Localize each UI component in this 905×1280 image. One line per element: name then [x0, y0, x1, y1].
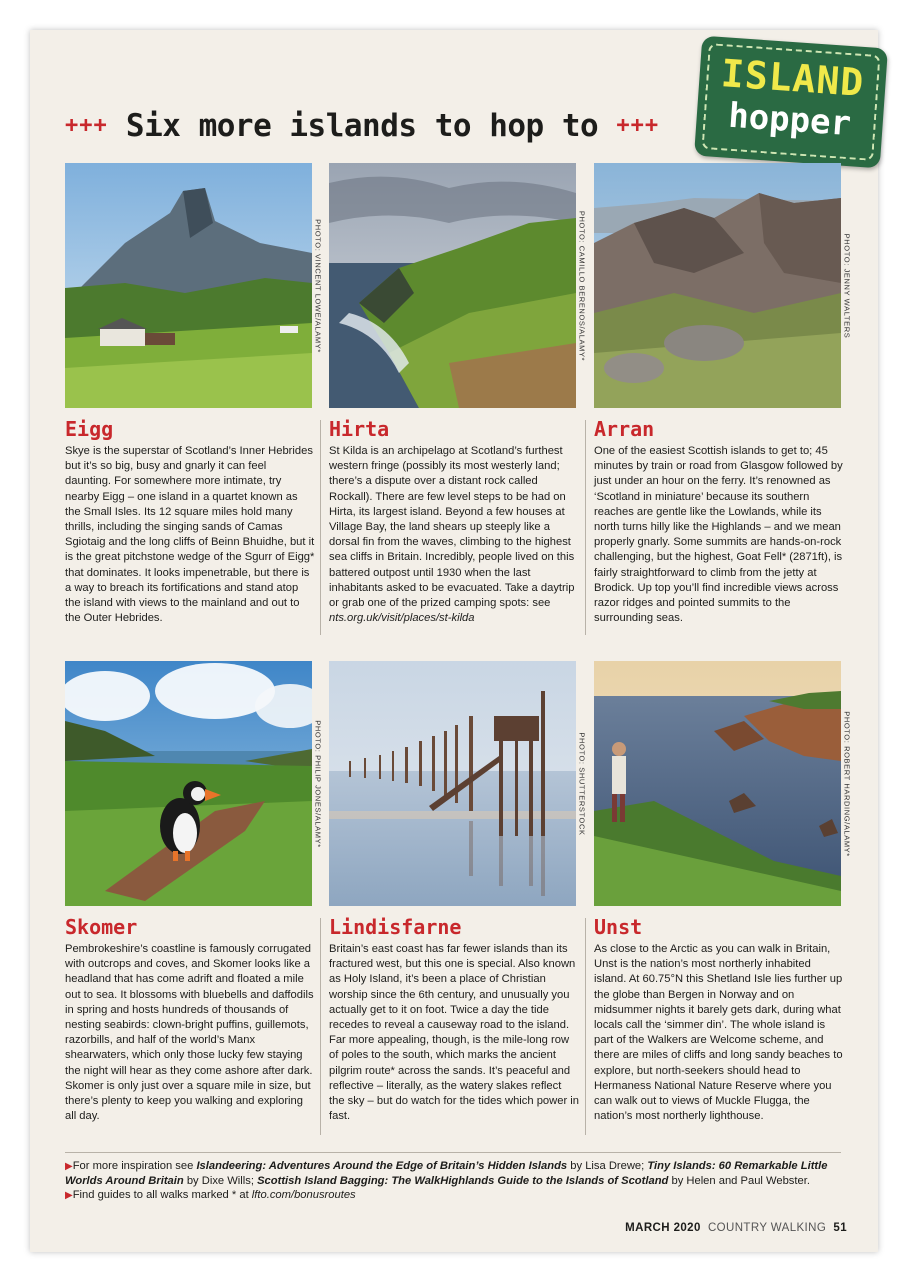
arran-photo — [594, 163, 841, 408]
arran-body: One of the easiest Scottish islands to get to; 45 minutes by train or road from Glasgow followed by just under an hour on the ferry. It’s renowned as ‘Scotland in miniature’ because its southern reaches are gentle like the Lowlands, while its north turns hilly like the Highlands – and we mean properly gnarly. Some summits are hands-on-rock challenging, but the highest, Goat Fell* (2871ft), is fairly straightforward to climb from the jetty at Brodick. Up top you’ll find incredible views across razor ridges and pointed summits to the surrounding seas. — [594, 445, 843, 625]
arran-heading: Arran — [594, 417, 655, 441]
bullet-triangle-icon: ▶ — [65, 1190, 73, 1201]
skomer-heading: Skomer — [65, 915, 138, 939]
unst-heading: Unst — [594, 915, 643, 939]
hirta-photo — [329, 163, 576, 408]
arran-article — [594, 418, 844, 626]
eigg-article — [65, 418, 315, 626]
hirta-body: St Kilda is an archipelago at Scotland’s furthest western fringe (possibly its most westerly land; there’s a dispute over a distant rock called Rockall). There are few level steps to be had on Hirta, its largest island. Beyond a few houses at Village Bay, the land shears up steeply like a dorsal fin from the waves, climbing to the highest sea cliffs in Britain. Incredibly, people lived on this battered outpost until 1930 when the last inhabitants asked to be evacuated. Take a daytrip or grab one of the prized camping spots: see nts.org.uk/visit/places/st-kilda — [329, 445, 575, 625]
lindisfarne-heading: Lindisfarne — [329, 915, 462, 939]
page-folio: MARCH 2020 COUNTRY WALKING 51 — [625, 1222, 847, 1234]
eigg-photo-credit: PHOTO: VINCENT LOWE/ALAMY* — [313, 218, 323, 353]
bonus-routes-note: ▶Find guides to all walks marked * at lfto.com/bonusroutes — [65, 1189, 356, 1201]
book-title: Tiny Islands: 60 Remarkable Little Worlds Around Britain — [65, 1160, 828, 1187]
column-divider — [320, 918, 321, 1135]
skomer-article — [65, 916, 315, 1124]
lindisfarne-photo-credit: PHOTO: SHUTTERSTOCK — [577, 731, 587, 836]
badge-bottom-text: hopper — [727, 95, 853, 145]
column-divider — [585, 420, 586, 635]
page-number: 51 — [833, 1222, 847, 1234]
island-hopper-badge — [694, 36, 888, 169]
skomer-body: Pembrokeshire’s coastline is famously corrugated with outcrops and coves, and Skomer looks like a headland that has come adrift and floated a mile out to sea. It blossoms with bluebells and daffodils in spring and hosts hundreds of thousands of nesting seabirds: clown-bright puffins, guillemots, razorbills, and half of the world’s Manx shearwaters, which only those lucky few staying the night will hear as they come ashore after dark. Skomer is only just over a square mile in size, but there’s plenty to keep you walking and exploring all day. — [65, 943, 314, 1123]
lindisfarne-body: Britain’s east coast has far fewer islands than its fractured west, but this one is special. Also known as Holy Island, it’s been a place of Christian worship since the 6th century, and unusually you actually get to it on foot. Twice a day the tide recedes to reveal a causeway road to the island. Far more appealing, though, is the mile-long row of poles to the south, which marks the ancient pilgrim route* across the sands. It’s peaceful and reflective – literally, as the watery slakes reflect the sky – but do watch for the tides which power in fast. — [329, 943, 579, 1123]
page-title — [65, 108, 659, 144]
footer-divider — [65, 1152, 841, 1153]
title-crosses-left: +++ — [65, 113, 108, 138]
lindisfarne-photo — [329, 661, 576, 906]
unst-photo-credit: PHOTO: ROBERT HARDING/ALAMY* — [842, 710, 852, 857]
arran-photo-credit: PHOTO: JENNY WALTERS — [842, 233, 852, 338]
unst-photo — [594, 661, 841, 906]
eigg-body: Skye is the superstar of Scotland’s Inner Hebrides but it’s so big, busy and gnarly it can feel daunting. For somewhere more intimate, try nearby Eigg – one island in a quartet known as the Small Isles. Its 12 square miles hold many thrills, including the singing sands of Camas Sgiotaig and the long cliffs of Beinn Bhuidhe, but it is the great pitchstone wedge of the Sgurr of Eigg* that dominates. It looks impenetrable, but there is a way to breach its fortifications and stand atop the island with views to the mainland and out to the Outer Hebrides. — [65, 445, 315, 625]
hirta-article — [329, 418, 579, 626]
unst-body: As close to the Arctic as you can walk in Britain, Unst is the nation’s most northerly inhabited island. At 60.75°N this Shetland Isle lies further up the globe than Bergen in Norway and on midsummer nights it barely gets dark, during what locals call the ‘simmer din’. The whole island is part of the Walkers are Welcome scheme, and there are miles of cliffs and long sandy beaches to explore, but north-seekers should head to Hermaness National Nature Reserve where you can walk out to views of Muckle Flugga, the nation’s most northerly lighthouse. — [594, 943, 843, 1123]
hirta-heading: Hirta — [329, 417, 390, 441]
eigg-photo — [65, 163, 312, 408]
eigg-heading: Eigg — [65, 417, 114, 441]
title-crosses-right: +++ — [616, 113, 660, 138]
skomer-photo — [65, 661, 312, 906]
unst-article — [594, 916, 844, 1124]
column-divider — [585, 918, 586, 1135]
column-divider — [320, 420, 321, 635]
bullet-triangle-icon: ▶ — [65, 1161, 73, 1172]
book-title: Scottish Island Bagging: The WalkHighlands Guide to the Islands of Scotland — [257, 1175, 669, 1187]
badge-top-text: ISLAND — [719, 51, 866, 106]
lindisfarne-article — [329, 916, 579, 1124]
title-text: Six more islands to hop to — [125, 108, 599, 144]
further-reading-note: ▶For more inspiration see Islandeering: Adventures Around the Edge of Britain’s Hidden Islands by Lisa Drewe; Tiny Islands: 60 Remarkable Little Worlds Around Britain by Dixe Wills; Scottish Island Bagging: The WalkHighlands Guide to the Islands of Scotland by Helen and Paul Webster. — [65, 1160, 828, 1187]
hirta-photo-credit: PHOTO: CAMILLO BERENOS/ALAMY* — [577, 210, 587, 361]
bonus-routes-link[interactable]: lfto.com/bonusroutes — [251, 1189, 356, 1201]
hirta-link: nts.org.uk/visit/places/st-kilda — [329, 612, 475, 625]
book-title: Islandeering: Adventures Around the Edge of Britain’s Hidden Islands — [196, 1160, 568, 1172]
skomer-photo-credit: PHOTO: PHILIP JONES/ALAMY* — [313, 719, 323, 848]
